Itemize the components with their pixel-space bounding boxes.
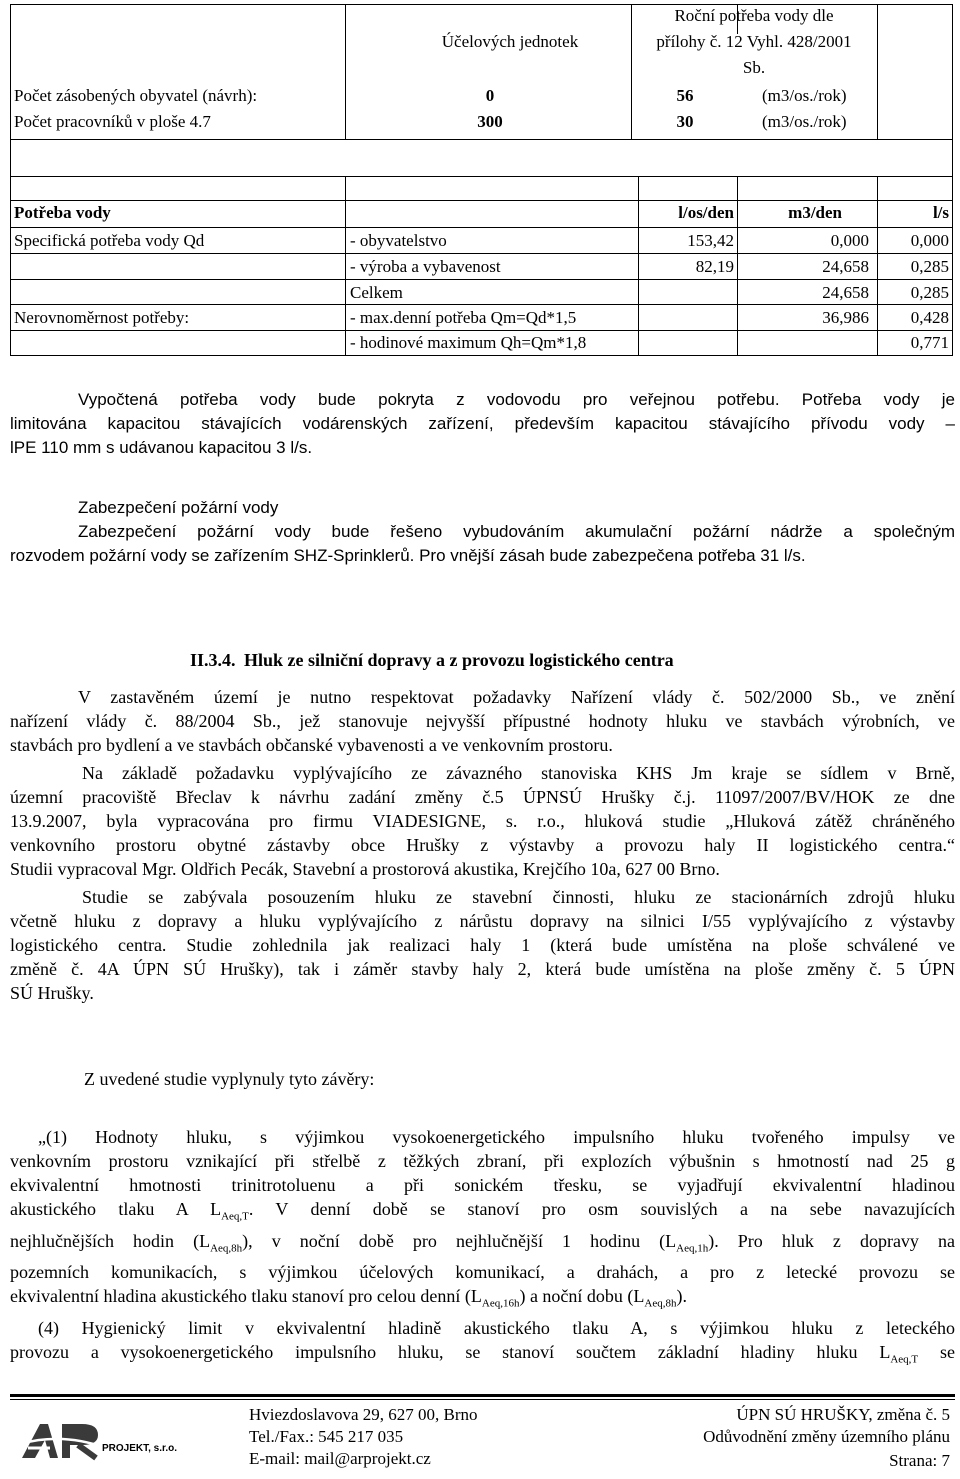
text-line: lPE 110 mm s udávanou kapacitou 3 l/s.	[10, 438, 313, 457]
demand-header-label: Potřeba vody	[14, 203, 111, 222]
demand-row-desc: Celkem	[350, 283, 403, 302]
demand-row-desc: - hodinové maximum Qh=Qm*1,8	[350, 333, 587, 352]
conclusions-intro: Z uvedené studie vyplynuly tyto závěry:	[84, 1069, 375, 1089]
text-line: územní pracoviště Břeclav k návrhu zadání změny č.5 ÚPNSÚ Hrušky č.j. 11097/2007/BV/HOK ze dne	[10, 787, 955, 807]
table-col-line	[345, 176, 346, 356]
row-workers-unit: (m3/os./rok)	[762, 112, 847, 131]
text-line: včetně hluku z dopravy a hluku vyplývajícího z nárůstu dopravy na silnici I/55 vyplývajícího z výstavby	[10, 911, 955, 931]
fire-heading: Zabezpečení požární vody	[78, 498, 279, 517]
row-workers-annual: 30	[676, 112, 694, 131]
demand-row-c3: 0,428	[910, 308, 949, 327]
footer-doc-title: ÚPN SÚ HRUŠKY, změna č. 5	[736, 1405, 950, 1424]
demand-header-c2: m3/den	[788, 203, 842, 222]
table-divider	[10, 253, 952, 254]
demand-row-c1: 153,42	[687, 231, 734, 250]
demand-row-c2: 0,000	[830, 231, 869, 250]
text-line: rozvodem požární vody se zařízením SHZ-Sprinklerů. Pro vnější zásah bude zabezpečena potřeba 31 l/s.	[10, 546, 806, 565]
text-line: venkovním prostoru vznikající při střelbě z těžkých zbraní, při explozích výbušnin s hmotností nad 25 g	[10, 1151, 955, 1171]
row-residents-unit: (m3/os./rok)	[762, 86, 847, 105]
quoted-regulation	[10, 1125, 955, 1371]
demand-row-c2: 24,658	[822, 283, 869, 302]
table-divider	[10, 139, 952, 140]
demand-header-c3: l/s	[932, 203, 949, 222]
text-line: stavbách pro bydlení a ve stavbách občanské vybavenosti a ve venkovním prostoru.	[10, 735, 613, 755]
section-heading	[190, 648, 674, 672]
text-line: nařízení vlády č. 88/2004 Sb., jež stanovuje nejvyšší přípustné hodnoty hluku ve stavbách výrobních, ve	[10, 711, 955, 731]
fire-water-section	[10, 496, 955, 568]
table-col-line	[877, 4, 878, 140]
section-number: II.3.4.	[190, 650, 236, 670]
section-title: Hluk ze silniční dopravy a z provozu logistického centra	[244, 650, 674, 670]
text-line: ekvivalentní hmotnosti trinitrotoluenu a při sonickém třesku, se vyjadřují ekvivalentní hladinou	[10, 1175, 955, 1195]
demand-row-label: Nerovnoměrnost potřeby:	[14, 308, 190, 327]
table-divider	[10, 176, 952, 177]
text-line: akustického tlaku A $L_{Aeq,T}$. V denní době se stanoví pro osm souvislých a na sebe navazujících	[10, 1199, 955, 1223]
footer-email[interactable]: E-mail: mail@arprojekt.cz	[249, 1449, 431, 1468]
row-residents-units: 0	[485, 86, 495, 105]
row-residents-label: Počet zásobených obyvatel (návrh):	[14, 86, 258, 105]
text-line: logistického centra. Studie zohlednila jak realizaci haly 1 (která bude umístěna na ploše schválené ve	[10, 935, 955, 955]
text-line: nejhlučnějších hodin $(L_{Aeq,8h})$, v noční době pro nejhlučnější 1 hodinu $(L_{Aeq,1h})$. Pro hluk z dopravy na	[10, 1230, 955, 1255]
demand-row-c3: 0,285	[910, 283, 949, 302]
table-divider	[10, 279, 952, 280]
table-divider	[10, 227, 952, 228]
noise-paragraph-1	[10, 685, 955, 757]
table-border	[952, 4, 953, 356]
logo-text: PROJEKT, s.r.o.	[102, 1443, 178, 1454]
text-line: provozu a vysokoenergetického impulsního hluku, se stanoví součtem základní hladiny hluku $L_{Aeq,T}$ se	[10, 1341, 955, 1366]
header-annual-line-3: Sb.	[742, 58, 766, 77]
footer-phone: Tel./Fax.: 545 217 035	[249, 1427, 404, 1446]
header-units: Účelových jednotek	[441, 32, 579, 51]
header-annual-line-2: přílohy č. 12 Vyhl. 428/2001	[656, 32, 852, 51]
demand-row-c2: 24,658	[822, 257, 869, 276]
table-border	[10, 355, 952, 356]
footer-rule	[10, 1394, 955, 1397]
row-workers-label: Počet pracovníků v ploše 4.7	[14, 112, 211, 131]
header-annual-line-1: Roční potřeba vody dle	[674, 6, 834, 25]
text-line: V zastavěném území je nutno respektovat požadavky Nařízení vlády č. 502/2000 Sb., ve znění	[78, 687, 955, 707]
text-line: (4) Hygienický limit v ekvivalentní hladině akustického tlaku A, s výjimkou hluku z leteckého	[38, 1317, 955, 1338]
water-coverage-paragraph	[10, 388, 955, 460]
company-logo	[18, 1418, 228, 1464]
table-col-line	[345, 4, 346, 140]
demand-row-c2: 36,986	[822, 308, 869, 327]
text-line: 13.9.2007, byla vypracována pro firmu VIADESIGNE, s. r.o., hluková studie „Hluková zátěž chráněného	[10, 811, 955, 831]
demand-row-c1: 82,19	[695, 257, 734, 276]
demand-row-desc: - obyvatelstvo	[350, 231, 447, 250]
text-line: Studie se zabývala posouzením hluku ze stavební činnosti, hluku ze stacionárních zdrojů hluku	[82, 887, 955, 907]
text-line: pozemních komunikacích, s výjimkou účelových komunikací, a drahách, a pro z letecké provozu se	[10, 1262, 955, 1283]
text-line: změně č. 4A ÚPN SÚ Hrušky), tak i záměr stavby haly 2, která bude umístěna na ploše změny č. 5 ÚPN	[10, 959, 955, 979]
demand-row-label: Specifická potřeba vody Qd	[14, 231, 205, 250]
table-border	[10, 4, 11, 356]
text-line: Studii vypracoval Mgr. Oldřich Pecák, Stavební a prostorová akustika, Krejčího 10a, 627 00 Brno.	[10, 859, 720, 879]
noise-paragraph-3	[10, 885, 955, 1005]
text-line: venkovního prostoru obytné zástavby obce Hrušky z výstavby a provozu haly II logistického centra.“	[10, 835, 955, 855]
row-residents-annual: 56	[676, 86, 694, 105]
demand-row-c3: 0,771	[910, 333, 949, 352]
row-workers-units: 300	[477, 112, 503, 131]
text-line: SÚ Hrušky.	[10, 983, 94, 1003]
ar-logo-icon	[18, 1418, 108, 1462]
text-line: „(1) Hodnoty hluku, s výjimkou vysokoenergetického impulsního hluku tvořeného impulsy ve	[38, 1127, 955, 1147]
demand-row-desc: - max.denní potřeba Qm=Qd*1,5	[350, 308, 577, 327]
text-line: Na základě požadavku vyplývajícího ze závazného stanoviska KHS Jm kraje se sídlem v Brně,	[82, 763, 955, 783]
footer-address: Hviezdoslavova 29, 627 00, Brno	[249, 1405, 478, 1424]
demand-row-c3: 0,285	[910, 257, 949, 276]
footer-rule-thin	[10, 1399, 955, 1400]
text-line: ekvivalentní hladina akustického tlaku stanoví pro celou denní $(L_{Aeq,16h})$ a noční dobu $(L_{Aeq,8h})$.	[10, 1286, 687, 1310]
demand-header-c1: l/os/den	[678, 203, 734, 222]
footer-doc-subtitle: Odůvodnění změny územního plánu	[703, 1427, 950, 1446]
noise-paragraph-2	[10, 761, 955, 881]
demand-row-c3: 0,000	[910, 231, 949, 250]
demand-row-desc: - výroba a vybavenost	[350, 257, 501, 276]
text-line: Vypočtená potřeba vody bude pokryta z vodovodu pro veřejnou potřebu. Potřeba vody je	[78, 390, 955, 409]
text-line: limitována kapacitou stávajících vodárenských zařízení, především kapacitou stávajícího přívodu vody –	[10, 414, 955, 433]
footer-page-number: Strana: 7	[889, 1451, 950, 1470]
text-line: Zabezpečení požární vody bude řešeno vybudováním akumulační požární nádrže a společným	[78, 522, 955, 541]
